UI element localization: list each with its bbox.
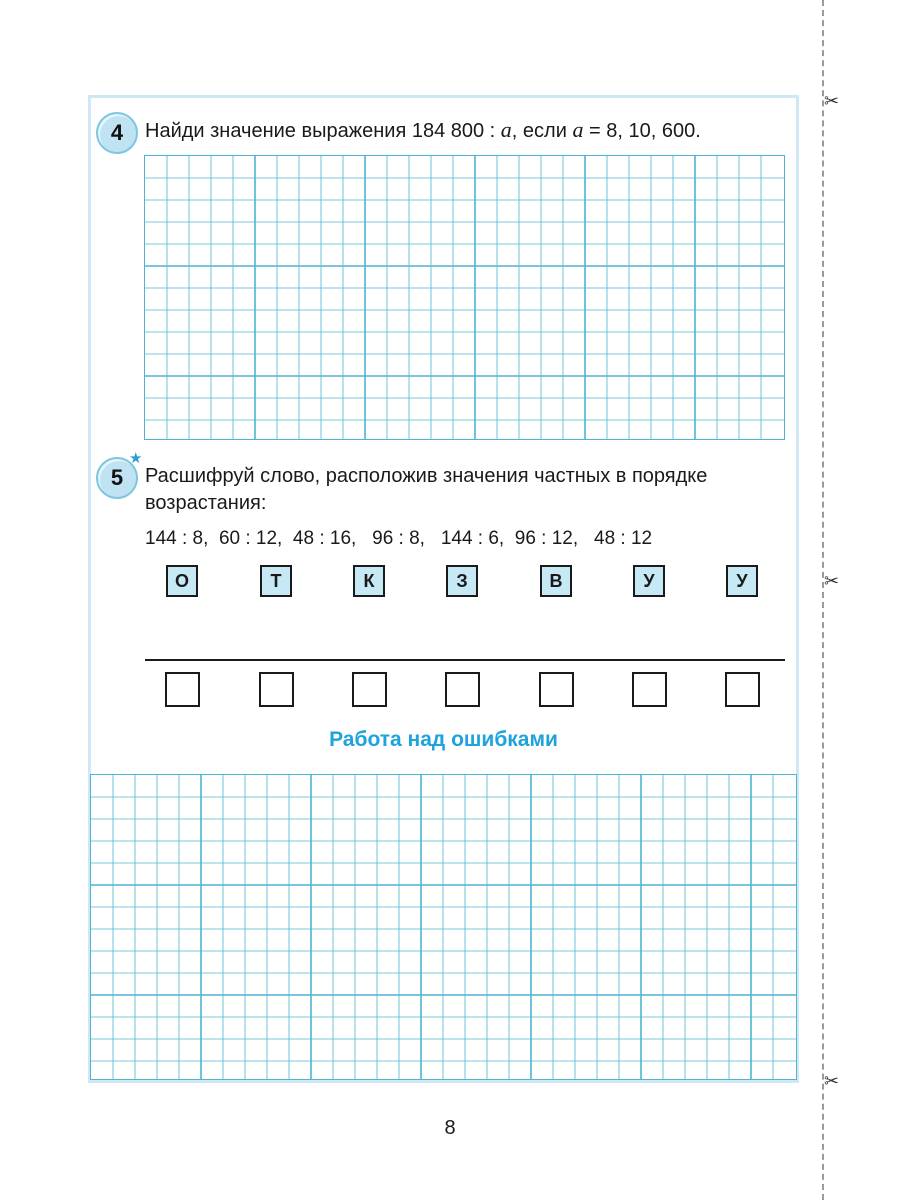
- scissors-icon: ✂: [824, 91, 840, 111]
- variable-a: a: [572, 117, 584, 142]
- errors-grid[interactable]: [90, 774, 797, 1080]
- expression: 144 : 6,: [440, 528, 505, 549]
- answer-grid-task-4[interactable]: [144, 155, 785, 440]
- letter-box: Т: [260, 565, 292, 597]
- answer-box[interactable]: [259, 672, 294, 707]
- letter-box: У: [633, 565, 665, 597]
- answer-box[interactable]: [352, 672, 387, 707]
- errors-section-title: Работа над ошибками: [329, 728, 558, 751]
- expression: 48 : 16,: [292, 528, 357, 549]
- scissors-icon: ✂: [824, 571, 840, 591]
- variable-a: a: [500, 117, 512, 142]
- cut-line: [822, 0, 824, 1200]
- answer-box[interactable]: [632, 672, 667, 707]
- expression: 144 : 8,: [145, 528, 209, 549]
- task-4-number: 4: [96, 112, 138, 154]
- answer-box[interactable]: [539, 672, 574, 707]
- page-number: 8: [444, 1117, 456, 1139]
- task-4-text: Найди значение выражения 184 800 : a, если a = 8, 10, 600.: [145, 117, 701, 142]
- letter-box: О: [166, 565, 198, 597]
- answer-box[interactable]: [725, 672, 760, 707]
- letter-box: У: [726, 565, 758, 597]
- task-5-number: 5: [96, 457, 138, 499]
- expressions-row: [145, 528, 652, 550]
- scissors-icon: ✂: [824, 1071, 840, 1091]
- answer-box[interactable]: [445, 672, 480, 707]
- answer-box[interactable]: [165, 672, 200, 707]
- letter-box: З: [446, 565, 478, 597]
- star-icon: ★: [129, 450, 143, 467]
- expression: 48 : 12: [594, 528, 653, 549]
- expression: 60 : 12,: [218, 528, 283, 549]
- expression: 96 : 12,: [514, 528, 579, 549]
- letter-box: В: [540, 565, 572, 597]
- divider-line: [145, 659, 785, 661]
- task-5-text: Расшифруй слово, расположив значения частных в порядке возрастания:: [145, 465, 708, 514]
- letter-box: К: [353, 565, 385, 597]
- expression: 96 : 8,: [372, 528, 425, 549]
